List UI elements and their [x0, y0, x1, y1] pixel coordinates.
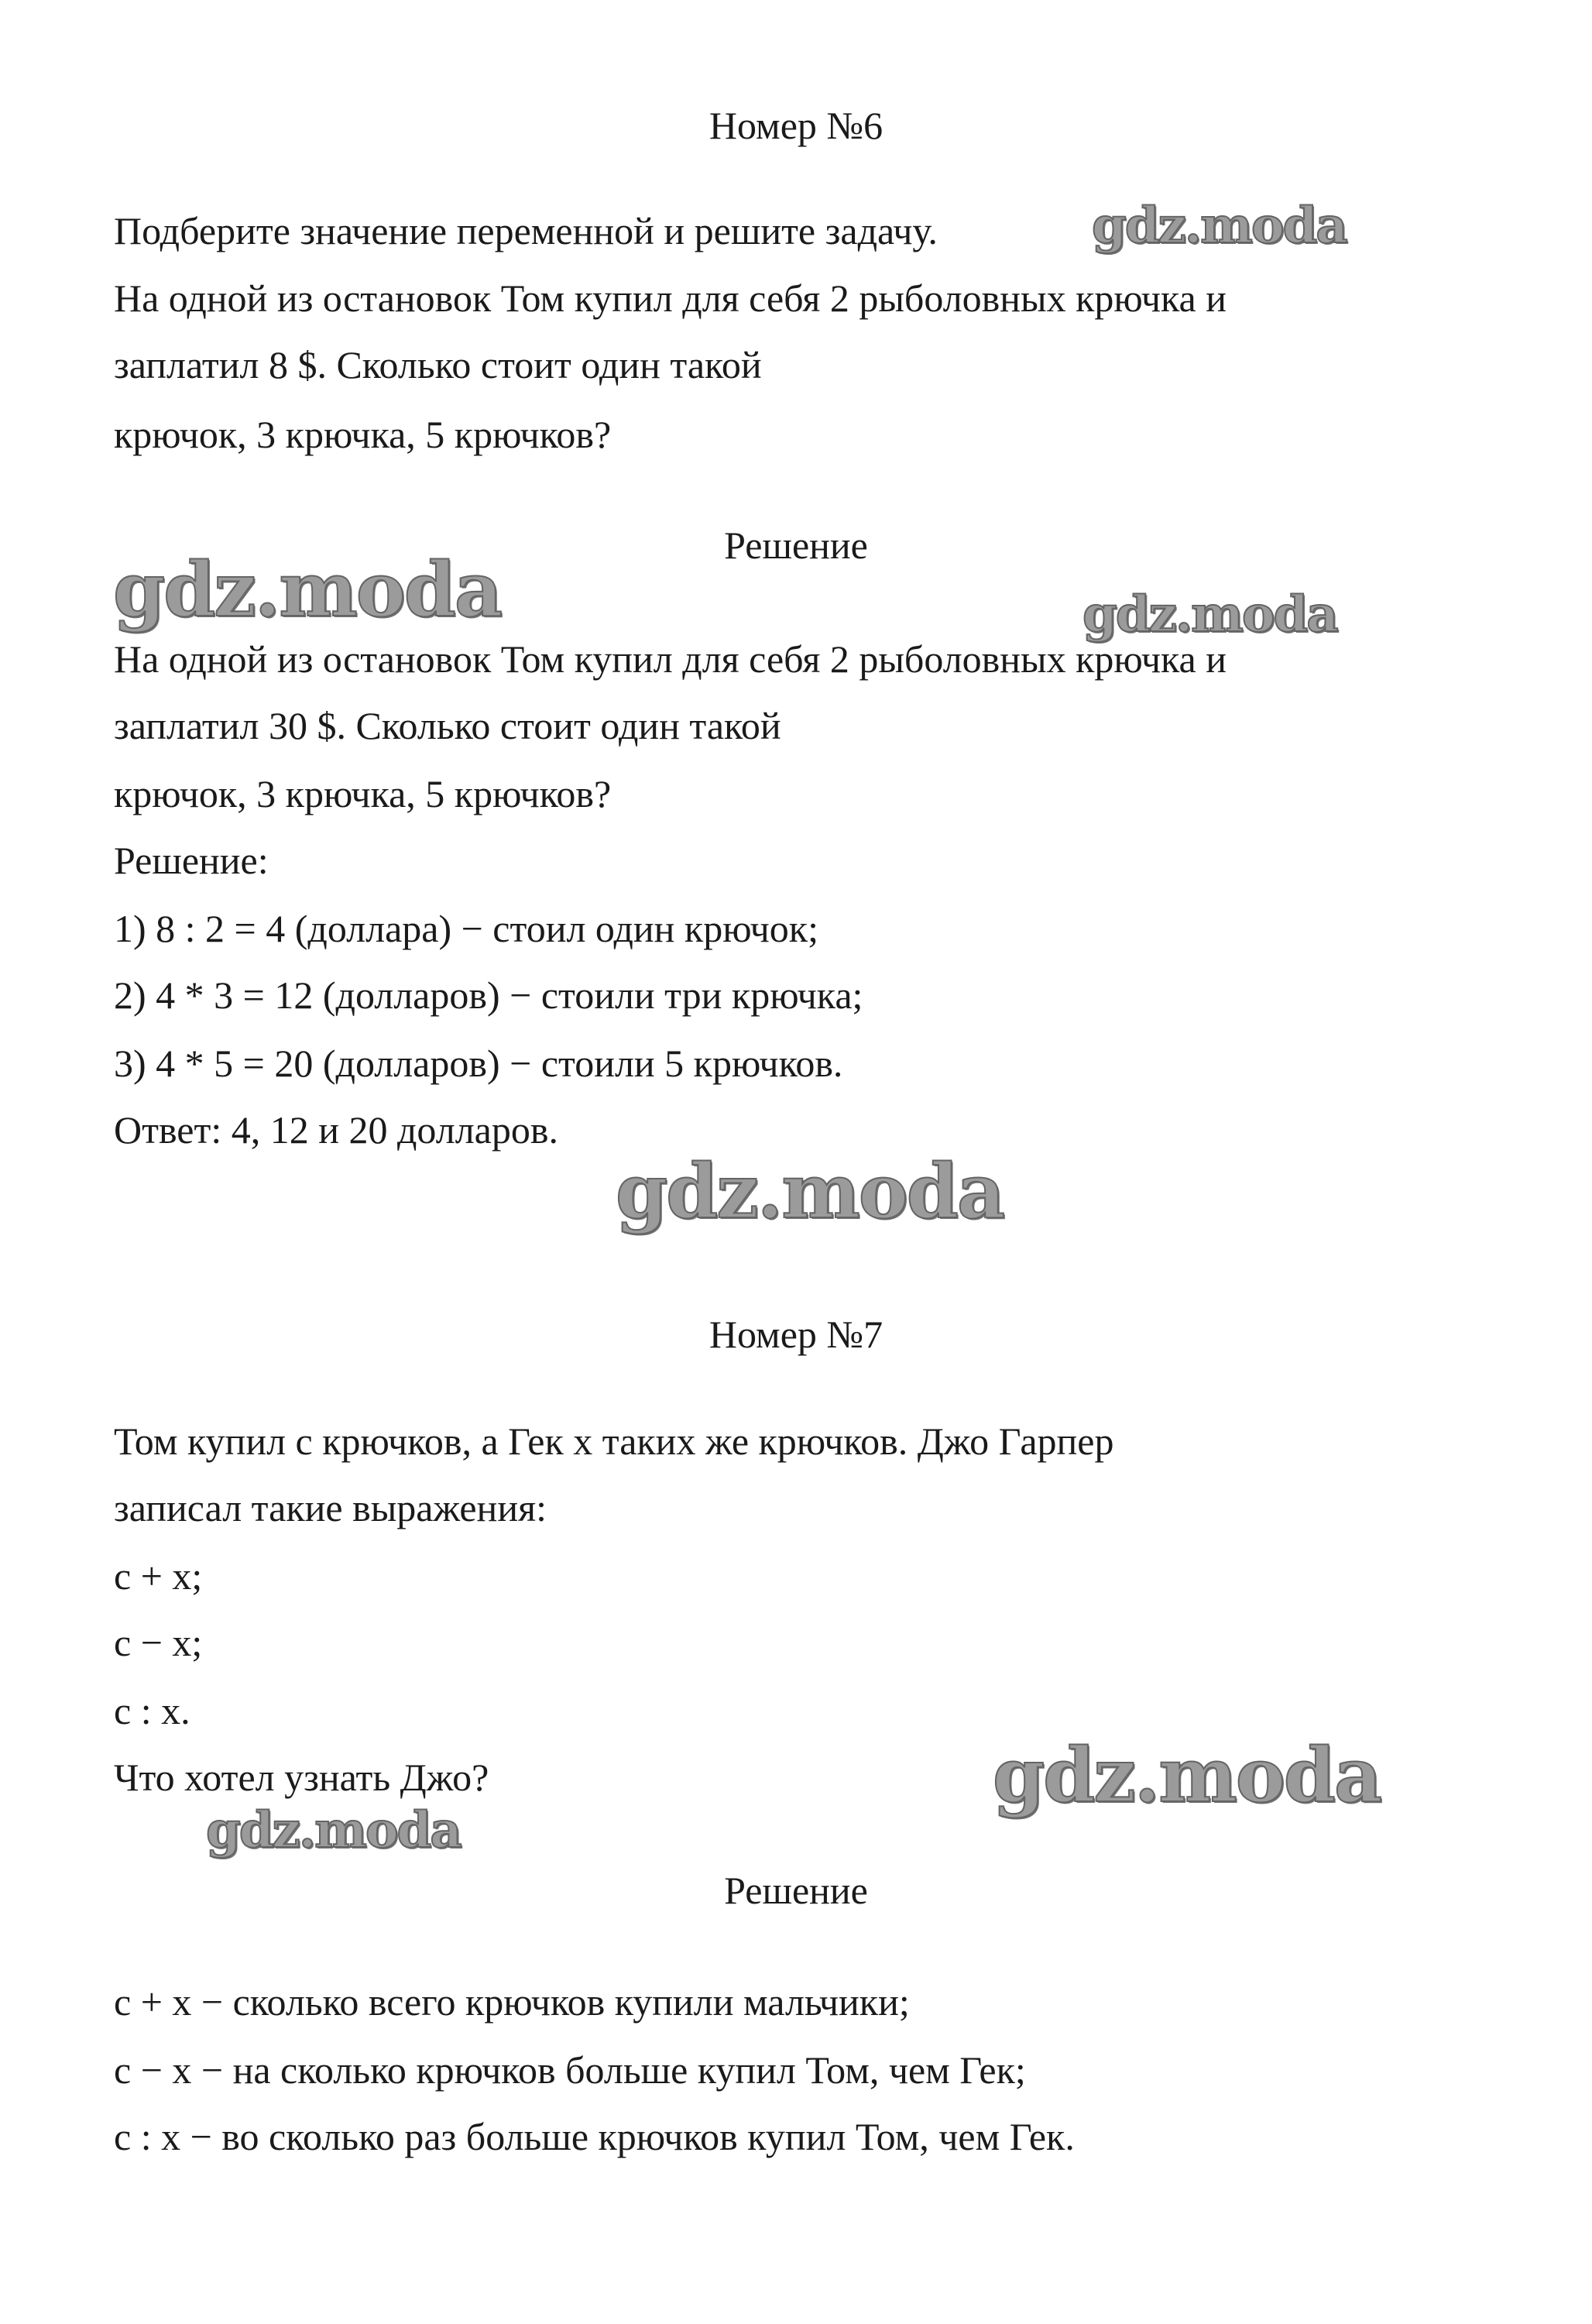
- watermark-logo: gdz.moda: [113, 546, 502, 633]
- task6-solution-line-1: На одной из остановок Том купил для себя 2 рыболовных крючка и: [114, 637, 1227, 681]
- task6-problem-line-3: заплатил 8 $. Сколько стоит один такой: [114, 343, 762, 386]
- task6-answer: Ответ: 4, 12 и 20 долларов.: [114, 1108, 558, 1152]
- watermark-logo: gdz.moda: [993, 1732, 1381, 1819]
- task6-heading: Номер №6: [709, 104, 883, 147]
- task7-problem-line-1: Том купил с крючков, а Гек х таких же крючков. Джо Гарпер: [114, 1419, 1114, 1463]
- task7-expression-2: c − x;: [114, 1621, 203, 1664]
- task7-solution-line-2: c − x − на сколько крючков больше купил Том, чем Гек;: [114, 2048, 1026, 2092]
- task6-problem-line-1: Подберите значение переменной и решите задачу.: [114, 209, 938, 252]
- task7-solution-line-1: c + x − сколько всего крючков купили мальчики;: [114, 1980, 910, 2024]
- task7-heading: Номер №7: [709, 1313, 883, 1356]
- task6-solution-step-2: 2) 4 * 3 = 12 (долларов) − стоили три крючка;: [114, 973, 863, 1017]
- watermark-logo: gdz.moda: [1092, 197, 1347, 255]
- task6-solution-step-3: 3) 4 * 5 = 20 (долларов) − стоили 5 крючков.: [114, 1042, 843, 1085]
- task7-problem-line-2: записал такие выражения:: [114, 1486, 547, 1529]
- task6-problem-line-4: крючок, 3 крючка, 5 крючков?: [114, 413, 612, 456]
- task7-expression-1: c + x;: [114, 1554, 203, 1598]
- watermark-logo: gdz.moda: [616, 1148, 1004, 1235]
- task6-problem-line-2: На одной из остановок Том купил для себя 2 рыболовных крючка и: [114, 276, 1227, 320]
- task6-solution-step-1: 1) 8 : 2 = 4 (доллара) − стоил один крючок;: [114, 907, 818, 950]
- task6-solution-line-3: крючок, 3 крючка, 5 крючков?: [114, 772, 612, 815]
- watermark-logo: gdz.moda: [1082, 585, 1337, 644]
- task7-question: Что хотел узнать Джо?: [114, 1756, 489, 1799]
- task6-solution-line-2: заплатил 30 $. Сколько стоит один такой: [114, 704, 781, 747]
- task7-solution-heading: Решение: [724, 1869, 868, 1912]
- task7-expression-3: c : x.: [114, 1689, 190, 1732]
- task7-solution-line-3: c : x − во сколько раз больше крючков купил Том, чем Гек.: [114, 2115, 1075, 2158]
- watermark-logo: gdz.moda: [206, 1801, 461, 1859]
- task6-solution-heading: Решение: [724, 524, 868, 567]
- task6-solution-line-4: Решение:: [114, 839, 269, 882]
